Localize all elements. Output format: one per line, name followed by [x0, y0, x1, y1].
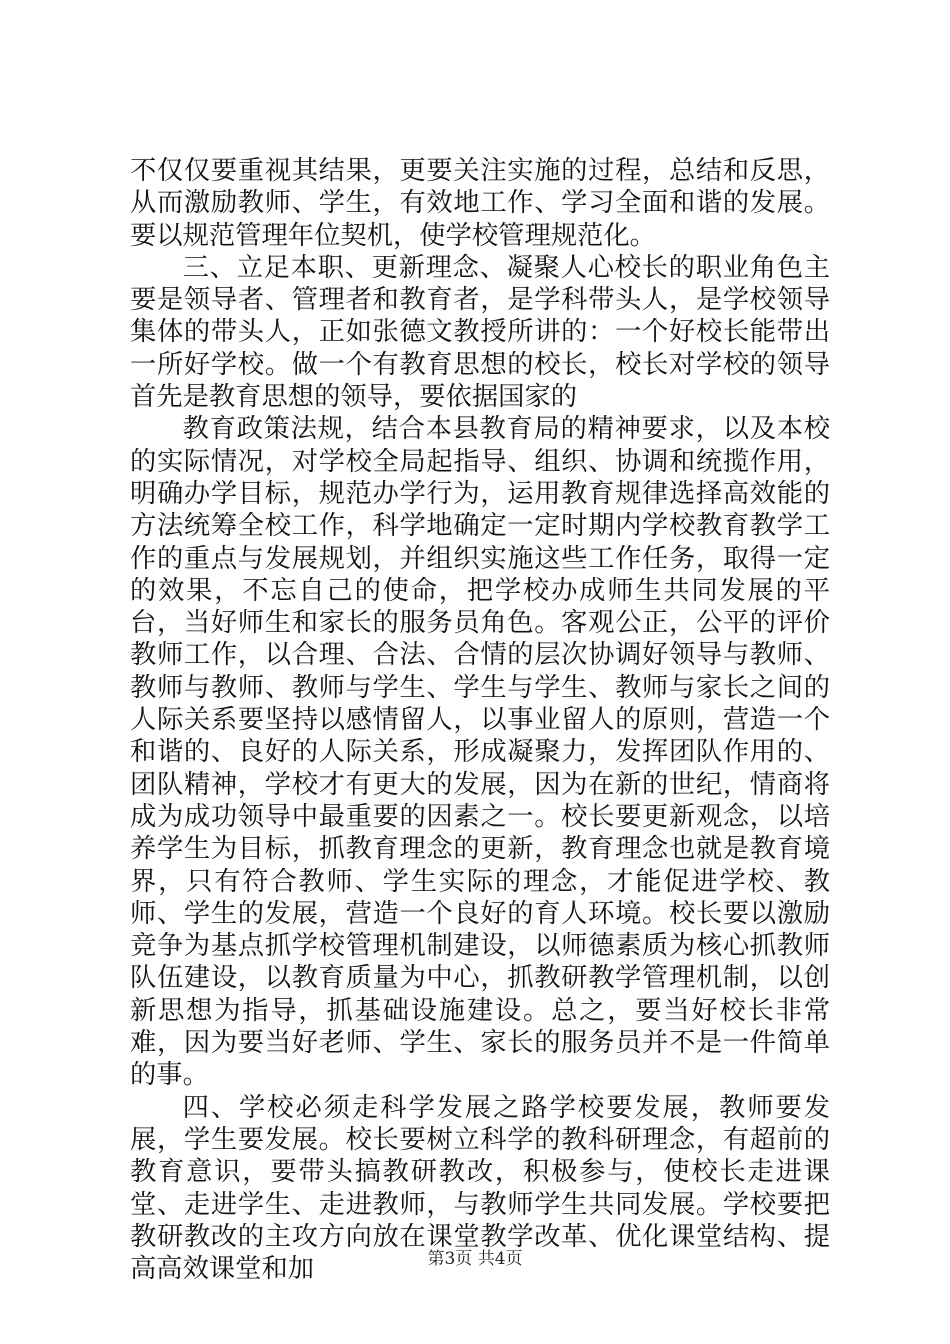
paragraph-section-three-continued: 教育政策法规，结合本县教育局的精神要求，以及本校的实际情况，对学校全局起指导、组织、协调和统揽作用，明确办学目标，规范办学行为，运用教育规律选择高效能的方法统筹全校工作，科学地确定一定时期内学校教育教学工作的重点与发展规划，并组织实施这些工作任务，取得一定的效果，不忘自己的使命，把学校办成师生共同发展的平台，当好师生和家长的服务员角色。客观公正，公平的评价教师工作，以合理、合法、合情的层次协调好领导与教师、教师与教师、教师与学生、学生与学生、教师与家长之间的人际关系要坚持以感情留人，以事业留人的原则，营造一个和谐的、良好的人际关系，形成凝聚力，发挥团队作用的、团队精神，学校才有更大的发展，因为在新的世纪，情商将成为成功领导中最重要的因素之一。校长要更新观念，以培养学生为目标，抓教育理念的更新，教育理念也就是教育境界，只有符合教师、学生实际的理念，才能促进学校、教师、学生的发展，营造一个良好的育人环境。校长要以激励竞争为基点抓学校管理机制建设，以师德素质为核心抓教师队伍建设，以教育质量为中心，抓教研教学管理机制，以创新思想为指导，抓基础设施建设。总之，要当好校长非常难，因为要当好老师、学生、家长的服务员并不是一件简单的事。 [130, 414, 830, 1091]
paragraph-continuation: 不仅仅要重视其结果，更要关注实施的过程，总结和反思，从而激励教师、学生，有效地工作、学习全面和谐的发展。要以规范管理年位契机，使学校管理规范化。 [130, 156, 830, 251]
paragraph-section-three: 三、立足本职、更新理念、凝聚人心校长的职业角色主要是领导者、管理者和教育者，是学科带头人，是学校领导集体的带头人，正如张德文教授所讲的：一个好校长能带出一所好学校。做一个有教育思想的校长，校长对学校的领导首先是教育思想的领导，要依据国家的 [130, 252, 830, 413]
document-body [130, 155, 830, 1285]
paragraph-section-four: 四、学校必须走科学发展之路学校要发展，教师要发展，学生要发展。校长要树立科学的教科研理念，有超前的教育意识，要带头搞教研教改，积极参与，使校长走进课堂、走进学生、走进教师，与教师学生共同发展。学校要把教研教改的主攻方向放在课堂教学改革、优化课堂结构、提高高效课堂和加 [130, 1092, 830, 1285]
page-number-footer: 第3页 共4页 [427, 1249, 523, 1269]
